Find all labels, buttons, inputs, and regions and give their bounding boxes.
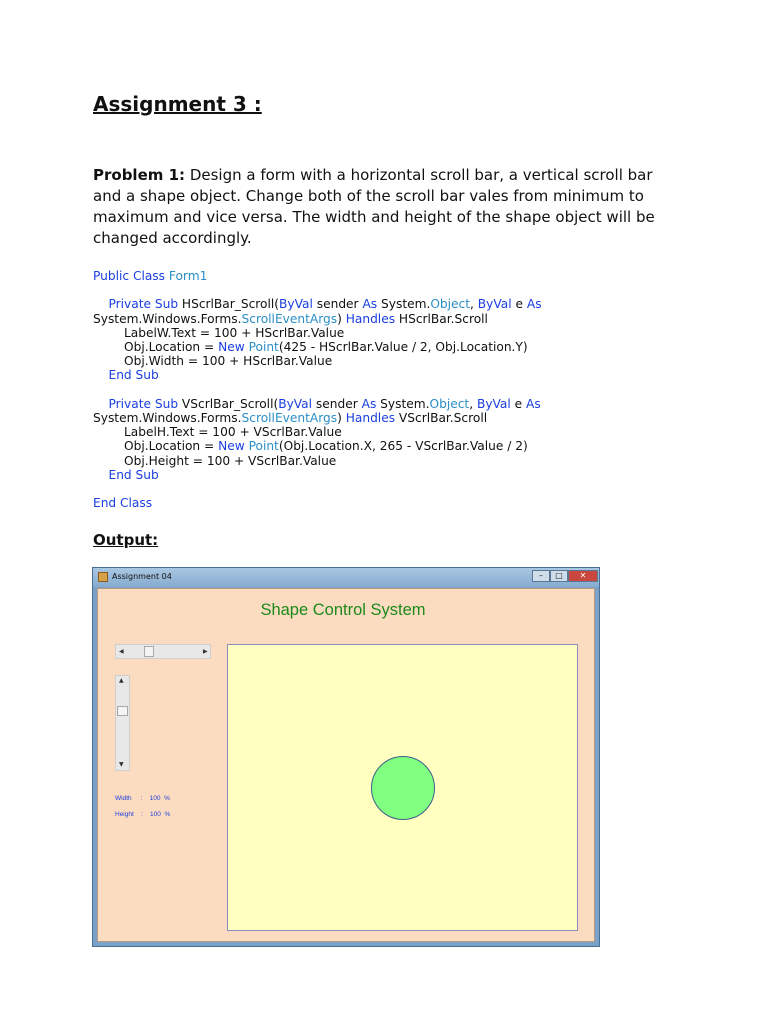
code-text: System.Windows.Forms. xyxy=(93,411,242,426)
form-title: Shape Control System xyxy=(260,601,426,619)
code-type: Point xyxy=(248,340,279,355)
code-line-15 xyxy=(93,468,159,482)
problem-statement xyxy=(93,165,683,249)
code-text: ) xyxy=(337,411,346,426)
code-line-12 xyxy=(93,425,342,439)
code-keyword: As xyxy=(526,297,542,312)
window-title: Assignment 04 xyxy=(112,572,172,581)
code-line-4 xyxy=(93,312,488,326)
code-keyword: Handles xyxy=(345,311,396,326)
code-keyword: Handles xyxy=(345,411,396,426)
window-titlebar xyxy=(93,568,599,587)
code-blank xyxy=(93,383,97,397)
code-text: Obj.Location = xyxy=(124,340,219,355)
code-keyword: Private Sub xyxy=(108,396,179,411)
code-text: Obj.Height = 100 + VScrlBar.Value xyxy=(124,453,337,468)
code-keyword: As xyxy=(526,396,541,411)
minimize-button[interactable]: – xyxy=(532,570,550,582)
code-text: , xyxy=(470,297,478,312)
problem-label: Problem 1: xyxy=(93,166,186,184)
code-keyword: Private Sub xyxy=(108,297,179,312)
code-text: HScrlBar_Scroll( xyxy=(178,297,280,312)
horizontal-scroll-thumb[interactable] xyxy=(144,646,154,657)
width-label: Width : 100 % xyxy=(115,795,170,802)
code-text: VScrlBar.Scroll xyxy=(395,411,488,426)
code-line-8 xyxy=(93,368,159,382)
scroll-up-arrow-icon[interactable]: ▲ xyxy=(119,677,124,684)
code-keyword: End Sub xyxy=(108,467,159,482)
code-keyword: As xyxy=(361,396,377,411)
code-line-6 xyxy=(93,340,528,354)
problem-text: Design a form with a horizontal scroll bar, a vertical scroll bar and a shape object. Change both of the scroll bar vales from minimum to maximum and vice versa. The width and height of the shape object will be changed accordingly. xyxy=(93,166,655,247)
code-text: , xyxy=(469,396,477,411)
code-line-13 xyxy=(93,439,528,453)
code-text: e xyxy=(510,396,527,411)
code-type: Form1 xyxy=(168,269,208,283)
horizontal-scrollbar[interactable] xyxy=(115,644,211,659)
app-icon xyxy=(98,572,108,582)
code-text: Obj.Location = xyxy=(124,439,219,454)
assignment-heading: Assignment 3 : xyxy=(93,92,262,116)
code-type: ScrollEventArgs xyxy=(241,311,338,326)
code-keyword: ByVal xyxy=(477,297,512,312)
code-text: System.Windows.Forms. xyxy=(93,311,242,326)
scroll-right-arrow-icon[interactable]: ▶ xyxy=(203,648,208,655)
scroll-left-arrow-icon[interactable]: ◀ xyxy=(119,648,124,655)
code-line-14 xyxy=(93,454,336,468)
code-type: ScrollEventArgs xyxy=(241,411,338,426)
vertical-scroll-thumb[interactable] xyxy=(117,706,128,716)
code-keyword: As xyxy=(362,297,378,312)
code-line-17 xyxy=(93,496,152,510)
code-text: e xyxy=(511,297,527,312)
code-keyword: New xyxy=(218,439,245,454)
code-text: (Obj.Location.X, 265 - VScrlBar.Value / 2) xyxy=(278,439,528,454)
code-text: System. xyxy=(377,297,431,312)
code-keyword: ByVal xyxy=(476,396,511,411)
scroll-down-arrow-icon[interactable]: ▼ xyxy=(119,761,124,768)
code-line-5 xyxy=(93,326,344,340)
code-text: Obj.Width = 100 + HScrlBar.Value xyxy=(124,354,333,369)
code-type: Object xyxy=(429,396,470,411)
code-text: VScrlBar_Scroll( xyxy=(178,396,279,411)
code-type: Object xyxy=(430,297,471,312)
code-line-11 xyxy=(93,411,487,425)
code-keyword: End Class xyxy=(93,496,153,511)
form-client-area xyxy=(97,588,595,942)
close-button[interactable]: ✕ xyxy=(568,570,598,582)
code-text: System. xyxy=(376,396,430,411)
code-text: (425 - HScrlBar.Value / 2, Obj.Location.Y) xyxy=(278,340,528,355)
code-keyword: Public Class xyxy=(93,269,166,283)
code-blank xyxy=(93,482,97,496)
code-text: sender xyxy=(312,396,362,411)
form-window-screenshot xyxy=(92,567,600,947)
code-keyword: ByVal xyxy=(278,396,313,411)
code-line-10 xyxy=(93,397,541,411)
code-keyword: New xyxy=(218,340,245,355)
code-line-3 xyxy=(93,297,542,311)
code-type: Point xyxy=(248,439,279,454)
code-text: HScrlBar.Scroll xyxy=(395,311,488,326)
code-keyword: End Sub xyxy=(108,368,159,383)
code-text: LabelW.Text = 100 + HScrlBar.Value xyxy=(124,325,345,340)
shape-object xyxy=(371,756,435,820)
code-keyword: ByVal xyxy=(279,297,313,312)
height-label: Height : 100 % xyxy=(115,811,171,818)
code-line-7 xyxy=(93,354,332,368)
code-line-1 xyxy=(93,269,207,283)
maximize-button[interactable]: □ xyxy=(550,570,568,582)
code-blank xyxy=(93,283,97,297)
code-text: LabelH.Text = 100 + VScrlBar.Value xyxy=(124,425,342,440)
code-listing xyxy=(93,269,542,510)
code-text: ) xyxy=(337,311,346,326)
code-text: sender xyxy=(312,297,363,312)
output-label: Output: xyxy=(93,531,159,549)
shape-panel xyxy=(227,644,578,931)
vertical-scrollbar[interactable] xyxy=(115,675,130,771)
